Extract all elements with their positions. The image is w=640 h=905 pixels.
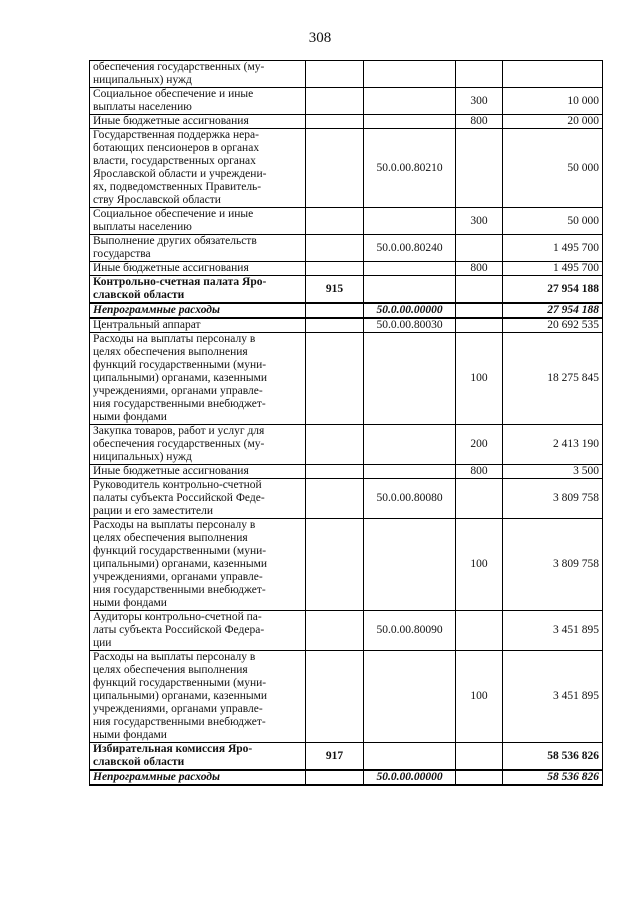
- ministry-code-cell: [306, 651, 364, 743]
- target-article-code-cell: [364, 262, 456, 276]
- target-article-code-cell: [364, 88, 456, 115]
- expense-type-code-cell: [456, 318, 503, 333]
- table-row: [90, 743, 603, 771]
- expense-name-cell: Социальное обеспечение и иные выплаты населению: [90, 208, 306, 235]
- target-article-code-cell: 50.0.00.00000: [364, 770, 456, 785]
- expense-type-code-cell: 100: [456, 333, 503, 425]
- ministry-code-cell: [306, 235, 364, 262]
- ministry-code-cell: [306, 129, 364, 208]
- target-article-code-cell: 50.0.00.80090: [364, 611, 456, 651]
- ministry-code-cell: [306, 208, 364, 235]
- target-article-code-cell: [364, 743, 456, 771]
- expense-name-cell: Расходы на выплаты персоналу в целях обеспечения выполнения функций государственными (муни- ципальными) органами, казенными учреждениями, органами управле- ния государственными внебюджет- ными фондами: [90, 651, 306, 743]
- expense-type-code-cell: 300: [456, 88, 503, 115]
- ministry-code-cell: [306, 262, 364, 276]
- amount-cell: 58 536 826: [503, 770, 603, 785]
- ministry-code-cell: [306, 465, 364, 479]
- amount-cell: 3 809 758: [503, 519, 603, 611]
- expense-type-code-cell: [456, 276, 503, 304]
- target-article-code-cell: [364, 519, 456, 611]
- expense-name-cell: Избирательная комиссия Яро- славской области: [90, 743, 306, 771]
- expense-name-cell: Руководитель контрольно-счетной палаты субъекта Российской Феде- рации и его заместители: [90, 479, 306, 519]
- target-article-code-cell: [364, 115, 456, 129]
- amount-cell: 2 413 190: [503, 425, 603, 465]
- target-article-code-cell: 50.0.00.80080: [364, 479, 456, 519]
- table-row: [90, 262, 603, 276]
- amount-cell: 3 451 895: [503, 651, 603, 743]
- amount-cell: 50 000: [503, 208, 603, 235]
- page-number: 308: [308, 30, 332, 46]
- expense-type-code-cell: 200: [456, 425, 503, 465]
- target-article-code-cell: [364, 61, 456, 88]
- expense-name-cell: Закупка товаров, работ и услуг для обеспечения государственных (му- ниципальных) нужд: [90, 425, 306, 465]
- ministry-code-cell: [306, 303, 364, 318]
- expense-type-code-cell: [456, 743, 503, 771]
- budget-table: [89, 60, 603, 786]
- expense-type-code-cell: [456, 770, 503, 785]
- expense-name-cell: Контрольно-счетная палата Яро- славской области: [90, 276, 306, 304]
- expense-type-code-cell: [456, 61, 503, 88]
- expense-type-code-cell: [456, 129, 503, 208]
- expense-name-cell: Аудиторы контрольно-счетной па- латы субъекта Российской Федера- ции: [90, 611, 306, 651]
- expense-type-code-cell: [456, 235, 503, 262]
- target-article-code-cell: [364, 333, 456, 425]
- amount-cell: 3 451 895: [503, 611, 603, 651]
- table-row: [90, 519, 603, 611]
- expense-type-code-cell: 300: [456, 208, 503, 235]
- target-article-code-cell: 50.0.00.00000: [364, 303, 456, 318]
- table-row: [90, 333, 603, 425]
- amount-cell: 3 500: [503, 465, 603, 479]
- ministry-code-cell: [306, 318, 364, 333]
- table-row: [90, 318, 603, 333]
- amount-cell: [503, 61, 603, 88]
- target-article-code-cell: [364, 425, 456, 465]
- table-row: [90, 115, 603, 129]
- expense-name-cell: Иные бюджетные ассигнования: [90, 465, 306, 479]
- expense-type-code-cell: [456, 611, 503, 651]
- table-row: [90, 129, 603, 208]
- ministry-code-cell: 915: [306, 276, 364, 304]
- expense-name-cell: Расходы на выплаты персоналу в целях обеспечения выполнения функций государственными (муни- ципальными) органами, казенными учреждениями, органами управле- ния государственными внебюджет- ными фондами: [90, 333, 306, 425]
- amount-cell: 27 954 188: [503, 303, 603, 318]
- table-row: [90, 276, 603, 304]
- ministry-code-cell: [306, 770, 364, 785]
- table-row: [90, 479, 603, 519]
- amount-cell: 58 536 826: [503, 743, 603, 771]
- table-row: [90, 425, 603, 465]
- budget-table-body: [90, 61, 603, 786]
- target-article-code-cell: 50.0.00.80030: [364, 318, 456, 333]
- expense-name-cell: Непрограммные расходы: [90, 770, 306, 785]
- expense-name-cell: Иные бюджетные ассигнования: [90, 262, 306, 276]
- target-article-code-cell: [364, 651, 456, 743]
- amount-cell: 1 495 700: [503, 262, 603, 276]
- ministry-code-cell: 917: [306, 743, 364, 771]
- expense-name-cell: Непрограммные расходы: [90, 303, 306, 318]
- expense-name-cell: Центральный аппарат: [90, 318, 306, 333]
- expense-name-cell: Выполнение других обязательств государства: [90, 235, 306, 262]
- ministry-code-cell: [306, 519, 364, 611]
- ministry-code-cell: [306, 479, 364, 519]
- table-row: [90, 88, 603, 115]
- expense-type-code-cell: [456, 303, 503, 318]
- table-row: [90, 303, 603, 318]
- amount-cell: 18 275 845: [503, 333, 603, 425]
- expense-type-code-cell: 100: [456, 651, 503, 743]
- table-row: [90, 651, 603, 743]
- table-row: [90, 208, 603, 235]
- expense-name-cell: Государственная поддержка нера- ботающих пенсионеров в органах власти, государственных органах Ярославской области и учреждени- ях, подведомственных Правитель- ству Ярославской области: [90, 129, 306, 208]
- amount-cell: 50 000: [503, 129, 603, 208]
- table-row: [90, 770, 603, 785]
- amount-cell: 3 809 758: [503, 479, 603, 519]
- ministry-code-cell: [306, 88, 364, 115]
- amount-cell: 27 954 188: [503, 276, 603, 304]
- table-row: [90, 235, 603, 262]
- amount-cell: 20 000: [503, 115, 603, 129]
- table-row: [90, 61, 603, 88]
- ministry-code-cell: [306, 115, 364, 129]
- table-row: [90, 465, 603, 479]
- ministry-code-cell: [306, 61, 364, 88]
- expense-type-code-cell: 100: [456, 519, 503, 611]
- expense-type-code-cell: 800: [456, 465, 503, 479]
- ministry-code-cell: [306, 611, 364, 651]
- expense-type-code-cell: [456, 479, 503, 519]
- target-article-code-cell: 50.0.00.80240: [364, 235, 456, 262]
- expense-type-code-cell: 800: [456, 262, 503, 276]
- expense-type-code-cell: 800: [456, 115, 503, 129]
- expense-name-cell: Расходы на выплаты персоналу в целях обеспечения выполнения функций государственными (муни- ципальными) органами, казенными учреждениями, органами управле- ния государственными внебюджет- ными фондами: [90, 519, 306, 611]
- amount-cell: 1 495 700: [503, 235, 603, 262]
- ministry-code-cell: [306, 333, 364, 425]
- target-article-code-cell: 50.0.00.80210: [364, 129, 456, 208]
- ministry-code-cell: [306, 425, 364, 465]
- expense-name-cell: Иные бюджетные ассигнования: [90, 115, 306, 129]
- expense-name-cell: Социальное обеспечение и иные выплаты населению: [90, 88, 306, 115]
- table-row: [90, 611, 603, 651]
- amount-cell: 10 000: [503, 88, 603, 115]
- target-article-code-cell: [364, 465, 456, 479]
- amount-cell: 20 692 535: [503, 318, 603, 333]
- target-article-code-cell: [364, 276, 456, 304]
- expense-name-cell: обеспечения государственных (му- ниципальных) нужд: [90, 61, 306, 88]
- target-article-code-cell: [364, 208, 456, 235]
